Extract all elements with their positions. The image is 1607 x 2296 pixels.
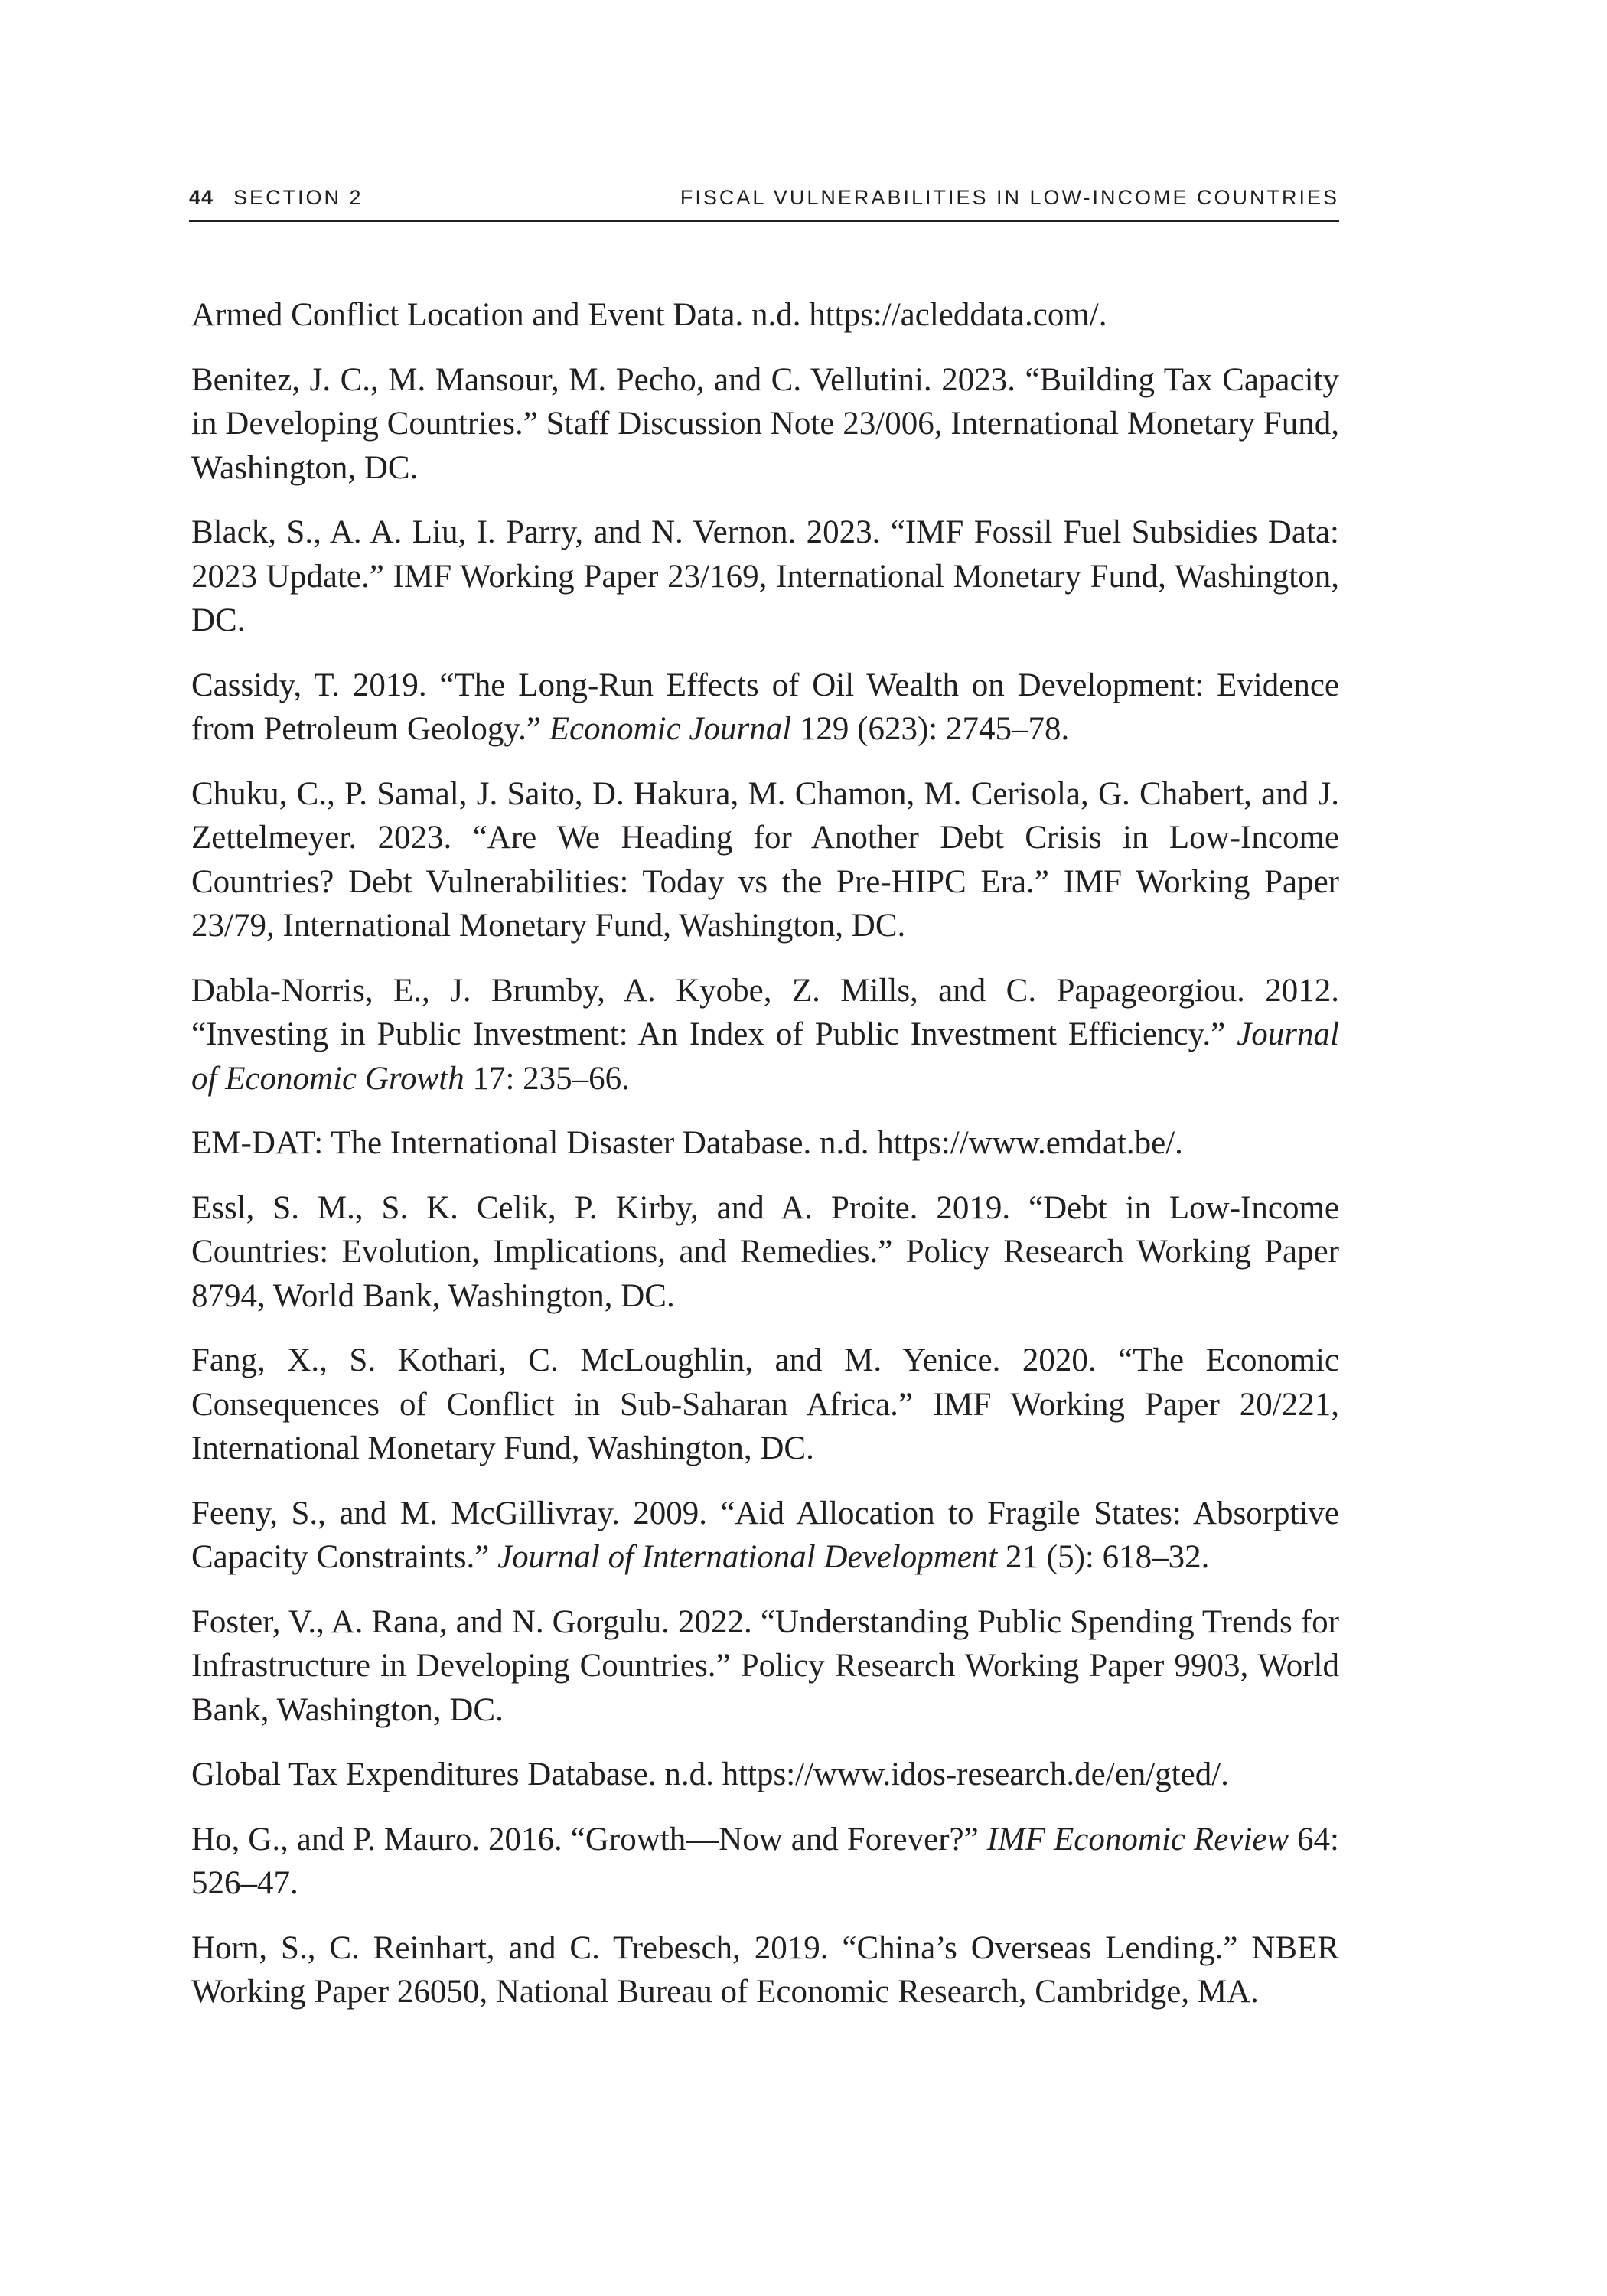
reference-source-title: IMF Economic Review — [986, 1821, 1289, 1857]
reference-text: Black, S., A. A. Liu, I. Parry, and N. Vernon. 2023. “IMF Fossil Fuel Subsidies Data: 2023 Update.” IMF Working Paper 23/169, International Monetary Fund, Washington, DC. — [191, 514, 1339, 638]
reference-entry — [191, 1818, 1339, 1906]
reference-text: Dabla-Norris, E., J. Brumby, A. Kyobe, Z. Mills, and C. Papageorgiou. 2012. “Investing in Public Investment: An Index of Public Investment Efficiency.” — [191, 972, 1339, 1052]
reference-text: 17: 235–66. — [464, 1060, 630, 1097]
reference-text: Feeny, S., and M. McGillivray. 2009. “Aid Allocation to Fragile States: Absorptive Capacity Constraints.” — [191, 1495, 1339, 1575]
reference-entry — [191, 1753, 1339, 1797]
section-label: SECTION 2 — [233, 186, 363, 209]
reference-entry — [191, 772, 1339, 948]
reference-entry — [191, 1121, 1339, 1166]
reference-text: Chuku, C., P. Samal, J. Saito, D. Hakura, M. Chamon, M. Cerisola, G. Chabert, and J. Zettelmeyer. 2023. “Are We Heading for Another Debt Crisis in Low-Income Countries? Debt Vulnerabilities: Today vs the Pre-HIPC Era.” IMF Working Paper 23/79, International Monetary Fund, Washington, DC. — [191, 775, 1339, 944]
reference-text: Global Tax Expenditures Database. n.d. https://www.idos-research.de/en/gted/. — [191, 1756, 1229, 1792]
running-header — [189, 182, 1339, 222]
reference-entry — [191, 293, 1339, 338]
reference-entry — [191, 510, 1339, 643]
reference-text: Armed Conflict Location and Event Data. n.d. https://acleddata.com/. — [191, 297, 1107, 333]
reference-entry — [191, 1926, 1339, 2014]
reference-entry — [191, 969, 1339, 1101]
reference-text: 64: 526–47. — [191, 1821, 1340, 1901]
reference-entry — [191, 1186, 1339, 1319]
reference-list — [191, 293, 1339, 2035]
reference-entry — [191, 1492, 1339, 1580]
reference-source-title: Economic Journal — [549, 711, 792, 747]
reference-source-title: Journal of International Development — [497, 1539, 998, 1575]
reference-text: Essl, S. M., S. K. Celik, P. Kirby, and A. Proite. 2019. “Debt in Low-Income Countries: Evolution, Implications, and Remedies.” Policy Research Working Paper 8794, World Bank, Washington, DC. — [191, 1189, 1339, 1314]
reference-text: 129 (623): 2745–78. — [791, 711, 1070, 747]
reference-text: Horn, S., C. Reinhart, and C. Trebesch, 2019. “China’s Overseas Lending.” NBER Working Paper 26050, National Bureau of Economic Research, Cambridge, MA. — [191, 1929, 1339, 2010]
reference-text: Foster, V., A. Rana, and N. Gorgulu. 2022. “Understanding Public Spending Trends for Infrastructure in Developing Countries.” Policy Research Working Paper 9903, World Bank, Washington, DC. — [191, 1603, 1339, 1728]
page-number: 44 — [189, 186, 214, 209]
reference-text: EM-DAT: The International Disaster Database. n.d. https://www.emdat.be/. — [191, 1125, 1183, 1161]
reference-entry — [191, 358, 1339, 491]
reference-text: Ho, G., and P. Mauro. 2016. “Growth—Now and Forever?” — [191, 1821, 987, 1857]
reference-entry — [191, 1339, 1339, 1471]
reference-entry — [191, 1600, 1339, 1733]
reference-text: 21 (5): 618–32. — [997, 1539, 1210, 1575]
running-title: FISCAL VULNERABILITIES IN LOW-INCOME COUNTRIES — [680, 186, 1339, 209]
reference-text: Fang, X., S. Kothari, C. McLoughlin, and M. Yenice. 2020. “The Economic Consequences of Conflict in Sub-Saharan Africa.” IMF Working Paper 20/221, International Monetary Fund, Washington, DC. — [191, 1342, 1339, 1466]
reference-source-title: Journal of Economic Growth — [191, 1016, 1339, 1097]
reference-entry — [191, 664, 1339, 752]
reference-text: Benitez, J. C., M. Mansour, M. Pecho, and C. Vellutini. 2023. “Building Tax Capacity in Developing Countries.” Staff Discussion Note 23/006, International Monetary Fund, Washington, DC. — [191, 361, 1339, 486]
reference-text: Cassidy, T. 2019. “The Long-Run Effects of Oil Wealth on Development: Evidence from Petroleum Geology.” — [191, 667, 1339, 747]
